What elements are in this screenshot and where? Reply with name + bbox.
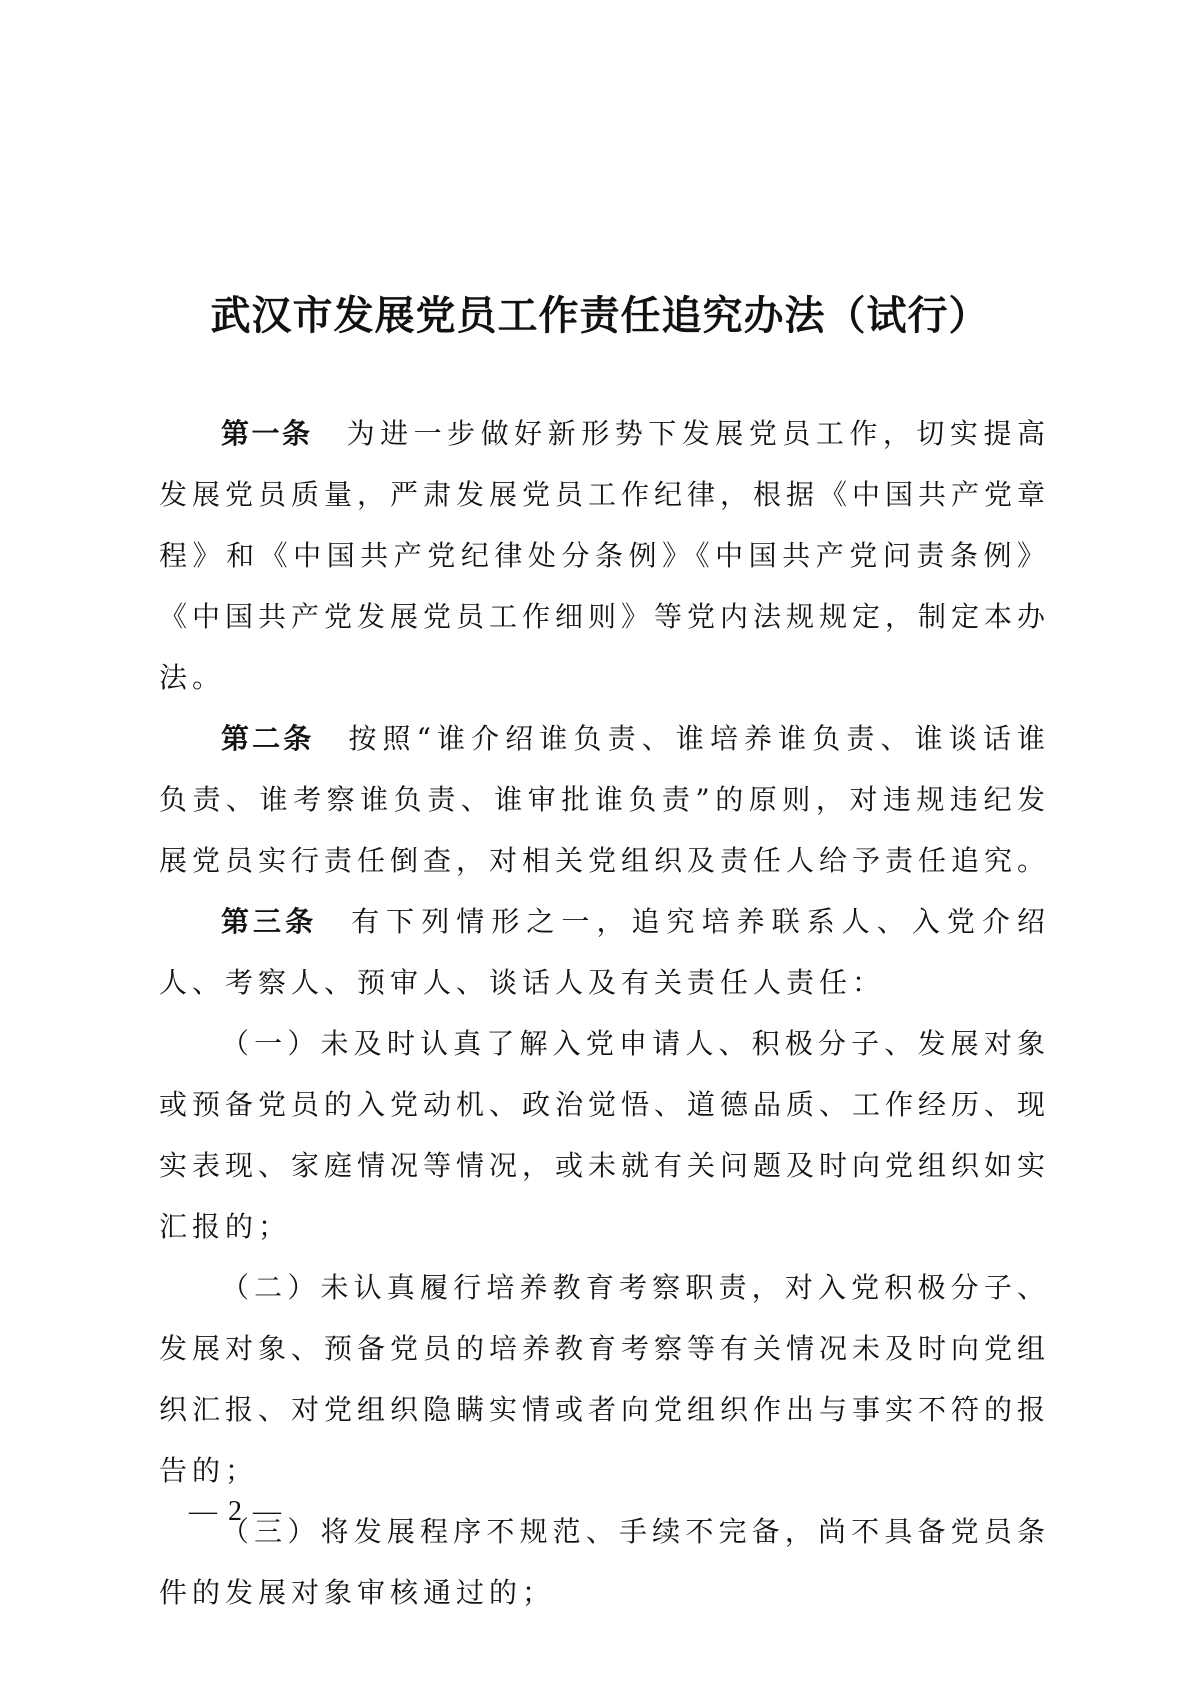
article-2-text: 按照“谁介绍谁负责、谁培养谁负责、谁谈话谁负责、谁考察谁负责、谁审批谁负责”的原则，对违规违纪发展党员实行责任倒查，对相关党组织及责任人给予责任追究。 xyxy=(159,722,1051,877)
article-2 xyxy=(159,708,1050,891)
article-3 xyxy=(159,891,1050,1013)
article-3-heading: 第三条 xyxy=(221,905,318,938)
article-3-item-3: （三）将发展程序不规范、手续不完备，尚不具备党员条件的发展对象审核通过的； xyxy=(159,1515,1050,1609)
article-1 xyxy=(159,403,1050,708)
document-body xyxy=(159,403,1050,1623)
article-3-text: 有下列情形之一，追究培养联系人、入党介绍人、考察人、预审人、谈话人及有关责任人责任： xyxy=(159,905,1050,999)
article-2-heading: 第二条 xyxy=(221,722,315,755)
article-1-text: 为进一步做好新形势下发展党员工作，切实提高发展党员质量，严肃发展党员工作纪律，根据《中国共产党章程》和《中国共产党纪律处分条例》《中国共产党问责条例》《中国共产党发展党员工作细则》等党内法规规定，制定本办法。 xyxy=(159,417,1051,694)
page-number: — 2 — xyxy=(189,1496,283,1527)
article-3-item-1: （一）未及时认真了解入党申请人、积极分子、发展对象或预备党员的入党动机、政治觉悟、道德品质、工作经历、现实表现、家庭情况等情况，或未就有关问题及时向党组织如实汇报的； xyxy=(159,1027,1051,1243)
document-title: 武汉市发展党员工作责任追究办法（试行） xyxy=(210,292,990,339)
article-3-item-2: （二）未认真履行培养教育考察职责，对入党积极分子、发展对象、预备党员的培养教育考察等有关情况未及时向党组织汇报、对党组织隐瞒实情或者向党组织作出与事实不符的报告的； xyxy=(159,1271,1051,1487)
article-1-heading: 第一条 xyxy=(221,417,313,450)
